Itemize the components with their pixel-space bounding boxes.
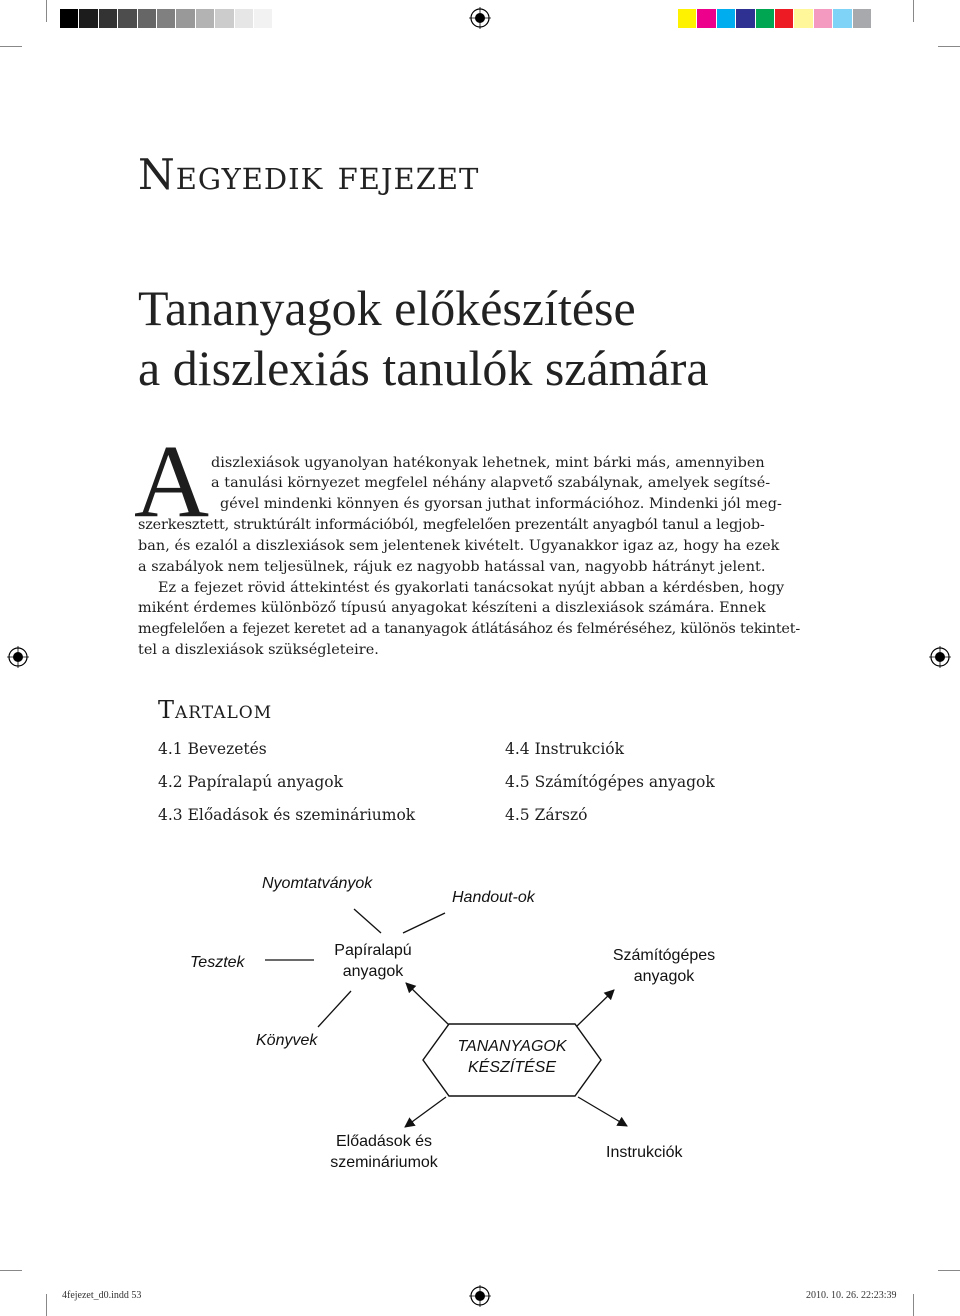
toc-item: 4.1 Bevezetés xyxy=(158,740,267,758)
slug-file-info: 4fejezet_d0.indd 53 xyxy=(62,1290,142,1301)
contents-heading: Tartalom xyxy=(158,696,273,724)
intro-line: ban, és ezalól a diszlexiások sem jelentenek kivételt. Ugyanakkor igaz az, hogy ha ezek xyxy=(138,538,780,554)
intro-line: gével mindenki könnyen és gyorsan juthat információhoz. Mindenki jól meg- xyxy=(220,496,782,512)
connector-line xyxy=(578,1097,627,1126)
node-nyomtatvanyok: Nyomtatványok xyxy=(262,875,373,892)
drop-cap: A xyxy=(134,424,210,539)
node-konyvek: Könyvek xyxy=(256,1032,318,1049)
chapter-heading: Negyedik fejezet xyxy=(138,150,480,199)
toc-item: 4.3 Előadások és szemináriumok xyxy=(158,806,416,824)
connector-line xyxy=(406,983,449,1025)
intro-line: tel a diszlexiások szükségleteire. xyxy=(138,642,379,658)
intro-line: miként érdemes különböző típusú anyagokat készíteni a diszlexiások számára. Ennek xyxy=(138,600,766,616)
node-szamitogepes-anyagok: Számítógépes anyagok xyxy=(612,947,716,985)
toc-item: 4.5 Számítógépes anyagok xyxy=(505,773,715,791)
intro-line: szerkesztett, struktúrált információból, megfelelően prezentált anyagból tanul a legjob- xyxy=(138,517,765,533)
intro-line: a szabályok nem teljesülnek, rájuk ez nagyobb hatással van, nagyobb hátrányt jelent. xyxy=(138,559,766,575)
connector-line xyxy=(405,1097,446,1127)
toc-item: 4.5 Zárszó xyxy=(505,806,588,824)
node-instrukciok: Instrukciók xyxy=(606,1144,683,1161)
title-line-2: a diszlexiás tanulók számára xyxy=(138,340,709,396)
title-line-1: Tananyagok előkészítése xyxy=(138,280,636,336)
node-tesztek: Tesztek xyxy=(190,954,245,971)
node-papiralapu-anyagok: Papíralapú anyagok xyxy=(334,942,412,980)
connector-line xyxy=(354,909,381,933)
slug-timestamp: 2010. 10. 26. 22:23:39 xyxy=(806,1290,897,1301)
connector-line xyxy=(576,990,614,1027)
intro-line: a tanulási környezet megfelel néhány alapvető szabálynak, amelyek segítsé- xyxy=(211,475,771,491)
connector-line xyxy=(403,913,445,933)
intro-line: megfelelően a fejezet keretet ad a tananyagok átlátásához és felméréséhez, különös tekintet- xyxy=(138,621,800,637)
node-eloadasok-es-szeminariumok: Előadások és szemináriumok xyxy=(330,1133,438,1171)
intro-line: Ez a fejezet rövid áttekintést és gyakorlati tanácsokat nyújt abban a kérdésben, hogy xyxy=(158,580,785,596)
node-center: TANANYAGOK KÉSZÍTÉSE xyxy=(457,1038,567,1076)
intro-line: diszlexiások ugyanolyan hatékonyak lehetnek, mint bárki más, amennyiben xyxy=(211,455,765,471)
node-handout-ok: Handout-ok xyxy=(452,889,535,906)
toc-item: 4.4 Instrukciók xyxy=(505,740,625,758)
connector-line xyxy=(318,991,351,1027)
toc-item: 4.2 Papíralapú anyagok xyxy=(158,773,343,791)
